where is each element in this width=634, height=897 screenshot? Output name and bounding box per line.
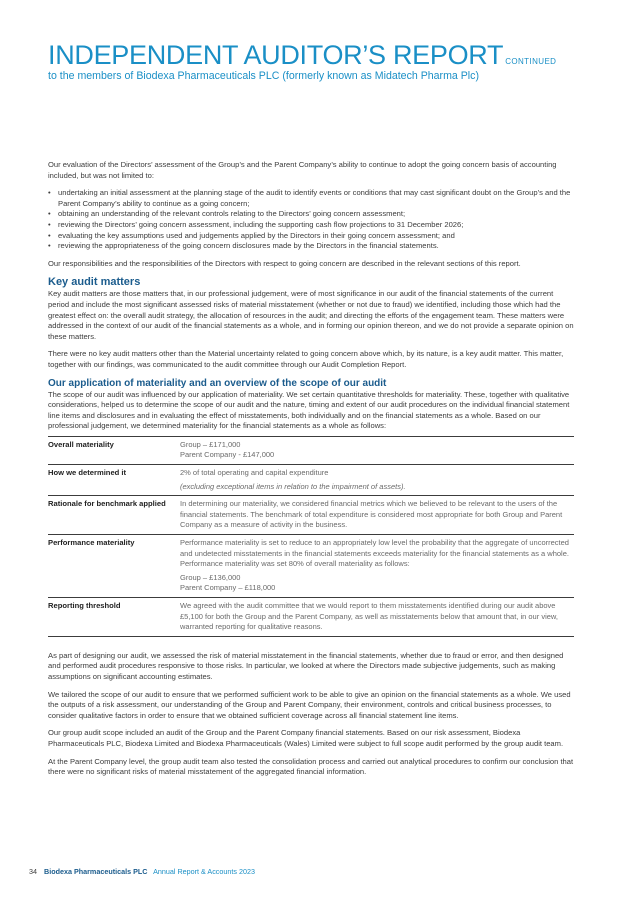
report-body xyxy=(48,160,574,785)
page-footer xyxy=(29,867,255,876)
scope-paragraph: At the Parent Company level, the group audit team also tested the consolidation process and carried out analytical procedures to confirm our conclusion that there were no significant risks of material misstatement of the aggregated financial information. xyxy=(48,756,574,777)
going-concern-intro: Our evaluation of the Directors’ assessment of the Group’s and the Parent Company’s ability to continue to adopt the going concern basis of accounting included, but was not limited to: xyxy=(48,160,557,180)
key-audit-matters-paragraph: Key audit matters are those matters that, in our professional judgement, were of most significance in our audit of the financial statements of the current period and include the most significant assessed risks of material misstatement (whether or not due to fraud) we identified, including those which had the greatest effect on: the overall audit strategy, the allocation of resources in the audit; and directing the efforts of the engagement team. These matters were addressed in the context of our audit of the financial statements as a whole, and in forming our opinion thereon, and we do not provide a separate opinion on these matters. xyxy=(48,289,574,341)
footer-company: Biodexa Pharmaceuticals PLC xyxy=(44,867,148,876)
table-row xyxy=(48,465,574,496)
performance-text: Performance materiality is set to reduce to an appropriately low level the probability that the aggregate of uncorrected and undetected misstatements in the financial statements exceeds materiality for the financial statements as a whole. Performance materiality was set 80% of overall materiality as follows: xyxy=(180,538,569,569)
table-row xyxy=(48,535,574,598)
performance-parent: Parent Company – £118,000 xyxy=(180,583,276,593)
going-concern-responsibilities: Our responsibilities and the responsibilities of the Directors with respect to going concern are described in the relevant sections of this report. xyxy=(48,258,521,268)
key-audit-matters-heading: Key audit matters xyxy=(48,276,141,289)
list-item: • reviewing the Directors’ going concern assessment, including the supporting cash flow projections to 31 December 2026; xyxy=(48,220,574,231)
row-label: Reporting threshold xyxy=(48,598,180,637)
list-item: • undertaking an initial assessment at the planning stage of the audit to identify events or conditions that may cast significant doubt on the Group’s and the Parent Company’s ability to continue as a going concern; xyxy=(48,188,574,209)
row-value xyxy=(180,535,574,598)
key-audit-matters-paragraph: There were no key audit matters other than the Material uncertainty related to going concern above which, by its nature, is a key audit matter. This matter, together with our findings, was communicated to the audit committee through our Audit Completion Report. xyxy=(48,349,564,369)
row-label: Overall materiality xyxy=(48,436,180,464)
list-item: • evaluating the key assumptions used and judgements applied by the Directors in their going concern assessment; and xyxy=(48,231,574,242)
footer-report: Annual Report & Accounts 2023 xyxy=(153,867,255,876)
page-number: 34 xyxy=(29,867,37,876)
row-label: Rationale for benchmark applied xyxy=(48,496,180,535)
row-label: How we determined it xyxy=(48,465,180,496)
row-label: Performance materiality xyxy=(48,535,180,598)
table-row xyxy=(48,436,574,464)
materiality-heading: Our application of materiality and an overview of the scope of our audit xyxy=(48,377,387,389)
table-row xyxy=(48,496,574,535)
going-concern-list xyxy=(48,188,574,252)
overall-group: Group – £171,000 xyxy=(180,439,241,449)
page-title xyxy=(48,40,556,71)
table-row xyxy=(48,598,574,637)
list-item: • reviewing the appropriateness of the going concern disclosures made by the Directors in the financial statements. xyxy=(48,241,574,252)
materiality-intro: The scope of our audit was influenced by our application of materiality. We set certain quantitative thresholds for materiality. These, together with qualitative considerations, helped us to determine the scope of our audit and the nature, timing and extent of our audit procedures on the individual financial statement line items and disclosures and in evaluating the effect of misstatements, both individually and on the financial statements as a whole. Based on our professional judgement, we determined materiality for the financial statements as a whole as follows: xyxy=(48,389,570,431)
list-item: • obtaining an understanding of the relevant controls relating to the Directors’ going concern assessment; xyxy=(48,209,574,220)
scope-paragraph: As part of designing our audit, we assessed the risk of material misstatement in the financial statements, whether due to fraud or error, and then designed and performed audit procedures responsive to those risks. In particular, we looked at where the Directors made subjective judgements, such as making assumptions on significant accounting estimates. xyxy=(48,650,564,681)
determined-basis: 2% of total operating and capital expenditure xyxy=(180,468,329,478)
overall-parent: Parent Company - £147,000 xyxy=(180,450,275,460)
row-value xyxy=(180,436,574,464)
determined-note: (excluding exceptional items in relation to the impairment of assets). xyxy=(180,481,406,491)
row-value xyxy=(180,465,574,496)
scope-paragraph: Our group audit scope included an audit of the Group and the Parent Company financial statements. Based on our risk assessment, Biodexa Pharmaceuticals PLC, Biodexa Limited and Biodexa Pharmaceuticals (Wales) Limited were subject to full scope audit performed by the group audit team. xyxy=(48,728,564,748)
title-text: INDEPENDENT AUDITOR’S REPORT xyxy=(48,40,504,70)
performance-group: Group – £136,000 xyxy=(180,572,241,582)
page-subtitle: to the members of Biodexa Pharmaceuticals PLC (formerly known as Midatech Pharma Plc) xyxy=(48,70,479,82)
scope-paragraph: We tailored the scope of our audit to ensure that we performed sufficient work to be able to give an opinion on the financial statements as a whole. We used the outputs of a risk assessment, our understanding of the Group and Parent Company, their environment, controls and critical business processes, to consider qualitative factors in order to ensure that we obtained sufficient coverage across all financial statement line items. xyxy=(48,689,571,720)
row-value: We agreed with the audit committee that we would report to them misstatements identified during our audit above £5,100 for both the Group and the Parent Company, as well as misstatements below that amount that, in our view, warranted reporting for qualitative reasons. xyxy=(180,598,574,637)
continued-label: CONTINUED xyxy=(505,57,557,66)
row-value: In determining our materiality, we considered financial metrics which we believed to be relevant to the users of the financial statements. The benchmark of total expenditure is considered most appropriate for both Group and Parent Company as a measure of activity in the business. xyxy=(180,496,574,535)
materiality-table xyxy=(48,436,574,637)
